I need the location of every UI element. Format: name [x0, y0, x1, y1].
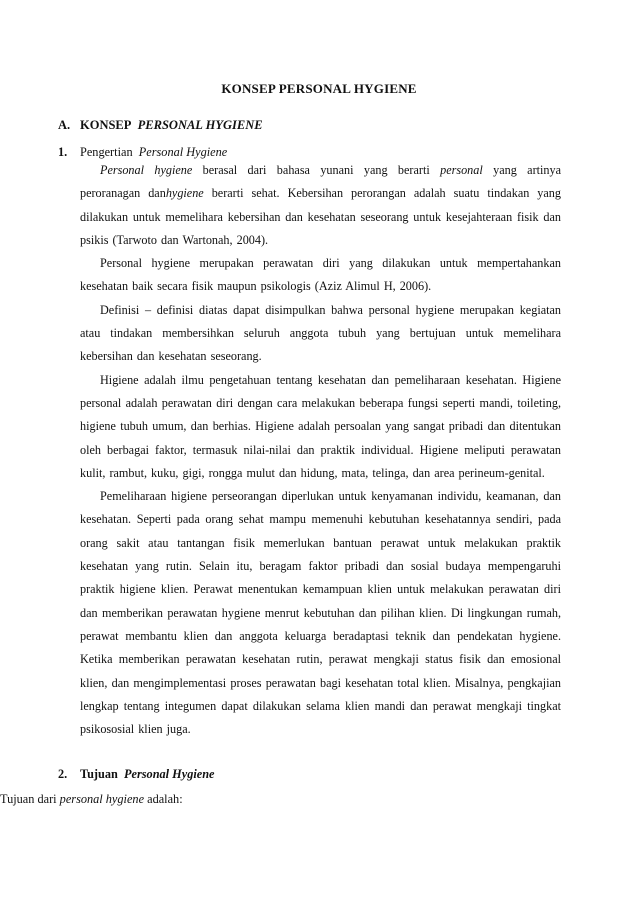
subsection-2-marker: 2.	[58, 767, 68, 781]
p1-text-1: berasal dari bahasa yunani yang berarti	[192, 163, 441, 177]
tujuan-text-2: adalah:	[144, 792, 183, 806]
tujuan-italic: personal hygiene	[59, 792, 145, 806]
body-text	[80, 159, 561, 741]
paragraph-2: Personal hygiene merupakan perawatan diri yang dilakukan untuk mempertahankan kesehatan baik secara fisik maupun psikologis (Aziz Alimul H, 2006).	[80, 256, 561, 294]
subsection-1-label: Pengertian	[80, 145, 133, 159]
p1-italic-start: Personal hygiene	[100, 163, 193, 177]
p1-italic-mid2: hygiene	[165, 186, 204, 201]
section-a-marker: A.	[58, 118, 71, 132]
section-a-heading	[58, 116, 263, 134]
paragraph-5: Pemeliharaan higiene perseorangan diperlukan untuk kenyamanan individu, keamanan, dan kesehatan. Seperti pada orang sehat mampu memenuhi kebutuhan kesehatannya sendiri, pada orang sakit atau tantangan fisik memerlukan bantuan perawat untuk melakukan praktik kesehatan yang rutin. Selain itu, beragam faktor pribadi dan sosial budaya mempengaruhi praktik higiene klien. Perawat menentukan kemampuan klien untuk melakukan perawatan diri dan memberikan perawatan hygiene menrut kebutuhan dan pilihan klien. Di lingkungan rumah, perawat membantu klien dan anggota keluarga beradaptasi teknik dan pendekatan hygiene. Ketika memberikan perawatan kesehatan rutin, perawat mengkaji status fisik dan emosional klien, dan mengimplementasi proses perawatan bagi kesehatan total klien. Misalnya, pengkajian lengkap tentang integumen dapat dilakukan selama klien mandi dan perawat mengkaji tingkat psikososial klien juga.	[80, 489, 561, 737]
document-title: KONSEP PERSONAL HYGIENE	[221, 81, 417, 96]
subsection-2-heading	[58, 765, 215, 783]
section-a-label-italic: PERSONAL HYGIENE	[137, 118, 263, 132]
tujuan-intro-line	[0, 790, 183, 808]
tujuan-text-1: Tujuan dari	[0, 792, 60, 806]
subsection-2-label-italic: Personal Hygiene	[124, 767, 215, 781]
paragraph-3: Definisi – definisi diatas dapat disimpulkan bahwa personal hygiene merupakan kegiatan atau tindakan membersihkan seluruh anggota tubuh yang bertujuan untuk memelihara kebersihan dan kesehatan seseorang.	[80, 302, 561, 364]
subsection-2-label: Tujuan	[80, 767, 118, 781]
subsection-1-label-italic: Personal Hygiene	[138, 145, 228, 159]
section-a-label: KONSEP	[80, 118, 132, 132]
p1-italic-mid: personal	[440, 163, 483, 177]
subsection-1-marker: 1.	[58, 145, 68, 159]
paragraph-4: Higiene adalah ilmu pengetahuan tentang kesehatan dan pemeliharaan kesehatan. Higiene personal adalah perawatan diri dengan cara melakukan beberapa fungsi seperti mandi, toileting, higiene tubuh umum, dan berhias. Higiene adalah persoalan yang sangat pribadi dan ditentukan oleh berbagai faktor, termasuk nilai-nilai dan praktik individual. Higiene meliputi perawatan kulit, rambut, kuku, gigi, rongga mulut dan hidung, mata, telinga, dan area perineum-genital.	[80, 372, 561, 480]
paragraph-1	[80, 159, 561, 252]
p1-text-2: yang artinya peroranagan dan	[80, 163, 562, 201]
p1-text-3: berarti sehat. Kebersihan perorangan adalah suatu tindakan yang dilakukan untuk memelihara kebersihan dan kesehatan seseorang untuk kesejahteraan fisik dan psikis (Tarwoto dan Wartonah, 2004).	[80, 186, 561, 247]
